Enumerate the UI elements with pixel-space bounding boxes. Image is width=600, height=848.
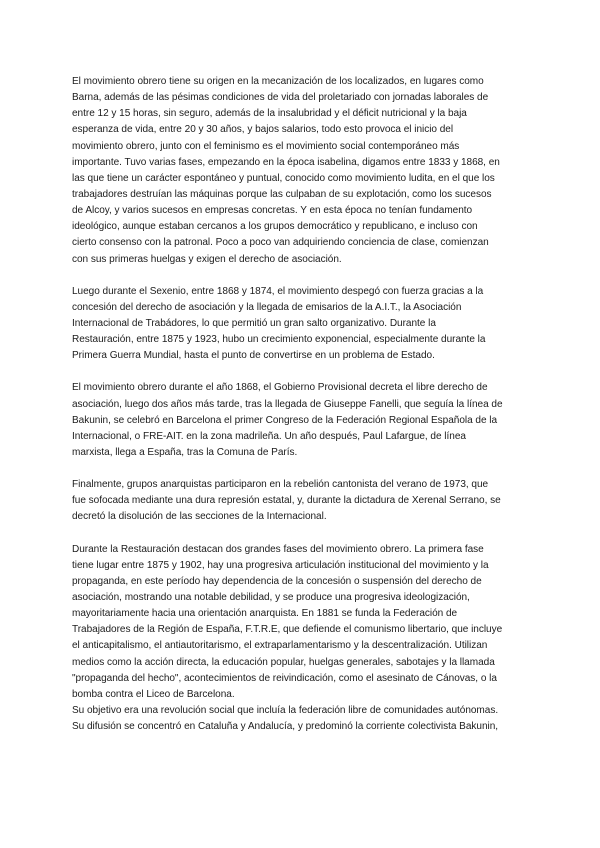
document-body bbox=[72, 74, 528, 735]
text-line: movimiento obrero, junto con el feminismo es el movimiento social contemporáneo más bbox=[72, 140, 460, 152]
text-line: Restauración, entre 1875 y 1923, hubo un crecimiento exponencial, especialmente durante la bbox=[72, 334, 486, 346]
text-line: Trabajadores de la Región de España, F.T.R.E, que defiende el comunismo libertario, que incluye bbox=[72, 624, 503, 636]
text-line: Barna, además de las pésimas condiciones de vida del proletariado con jornadas laborales de bbox=[72, 92, 489, 104]
text-line: concesión del derecho de asociación y la llegada de emisarios de la A.I.T., la Asociación bbox=[72, 301, 462, 313]
text-line: con sus primeras huelgas y exigen el derecho de asociación. bbox=[72, 253, 342, 265]
text-line: importante. Tuvo varias fases, empezando en la época isabelina, digamos entre 1833 y 1868, en bbox=[72, 156, 500, 168]
text-line: asociación, luego dos años más tarde, tras la llegada de Giuseppe Fanelli, que seguía la línea de bbox=[72, 398, 503, 410]
text-line: el anticapitalismo, el antiautoritarismo, el extraparlamentarismo y la descentralización. Utilizan bbox=[72, 640, 488, 652]
text-line: ideológico, aunque estaban cercanos a los grupos democrático y republicano, e incluso con bbox=[72, 221, 478, 233]
text-line: de Alcoy, y varios sucesos en empresas concretas. Y en esta época no tenían fundamento bbox=[72, 205, 473, 217]
text-line: marxista, llega a España, tras la Comuna de París. bbox=[72, 446, 298, 458]
text-line: cierto consenso con la patronal. Poco a poco van adquiriendo conciencia de clase, comienzan bbox=[72, 237, 489, 249]
text-line: decretó la disolución de las secciones de la Internacional. bbox=[72, 511, 327, 523]
text-line: medios como la acción directa, la educación popular, huelgas generales, sabotajes y la llamada bbox=[72, 656, 495, 668]
text-line: Su objetivo era una revolución social que incluía la federación libre de comunidades autónomas. bbox=[72, 704, 499, 716]
text-line: Bakunin, se celebró en Barcelona el primer Congreso de la Federación Regional Española de la bbox=[72, 414, 498, 426]
text-line: trabajadores destruían las máquinas porque las culpaban de su explotación, como los sucesos bbox=[72, 188, 492, 200]
text-line: El movimiento obrero durante el año 1868, el Gobierno Provisional decreta el libre derecho de bbox=[72, 382, 488, 394]
text-line: tiene lugar entre 1875 y 1902, hay una progresiva articulación institucional del movimiento y la bbox=[72, 559, 489, 571]
text-line: propaganda, en este período hay dependencia de la concesión o suspensión del derecho de bbox=[72, 575, 482, 587]
text-line: esperanza de vida, entre 20 y 30 años, y bajos salarios, todo esto provoca el inicio del bbox=[72, 124, 454, 136]
text-line: entre 12 y 15 horas, sin seguro, además de la insalubridad y el déficit nutricional y la baja bbox=[72, 108, 467, 120]
text-line: Durante la Restauración destacan dos grandes fases del movimiento obrero. La primera fase bbox=[72, 543, 484, 555]
text-line: Primera Guerra Mundial, hasta el punto de convertirse en un problema de Estado. bbox=[72, 350, 435, 362]
text-line: "propaganda del hecho", acontecimientos de reivindicación, como el asesinato de Cánovas, o la bbox=[72, 672, 497, 684]
text-line: las que tiene un carácter espontáneo y puntual, conocido como movimiento ludita, en el que los bbox=[72, 172, 495, 184]
paragraph-origins bbox=[72, 74, 528, 268]
text-line: El movimiento obrero tiene su origen en la mecanización de los localizados, en lugares como bbox=[72, 76, 484, 87]
text-line: Internacional, o FRE-AIT. en la zona madrileña. Un año después, Paul Lafargue, de línea bbox=[72, 430, 466, 442]
text-line: Luego durante el Sexenio, entre 1868 y 1874, el movimiento despegó con fuerza gracias a la bbox=[72, 285, 484, 297]
paragraph-1868 bbox=[72, 380, 528, 461]
text-line: mayoritariamente hacia una orientación anarquista. En 1881 se funda la Federación de bbox=[72, 608, 458, 620]
text-line: bomba contra el Liceo de Barcelona. bbox=[72, 688, 235, 700]
paragraph-sexenio bbox=[72, 284, 528, 365]
text-line: Su difusión se concentró en Cataluña y Andalucía, y predominó la corriente colectivista Bakunin, bbox=[72, 721, 499, 733]
paragraph-restauracion bbox=[72, 542, 528, 703]
paragraph-finalmente bbox=[72, 477, 528, 525]
paragraph-objetivo bbox=[72, 703, 528, 735]
text-line: asociación, mostrando una notable debilidad, y se produce una progresiva ideologización, bbox=[72, 591, 470, 603]
text-line: Finalmente, grupos anarquistas participaron en la rebelión cantonista del verano de 1973, que bbox=[72, 479, 489, 491]
text-line: fue sofocada mediante una dura represión estatal, y, durante la dictadura de Xerenal Serrano, se bbox=[72, 495, 501, 507]
text-line: Internacional de Trabádores, lo que permitió un gran salto organizativo. Durante la bbox=[72, 317, 436, 329]
